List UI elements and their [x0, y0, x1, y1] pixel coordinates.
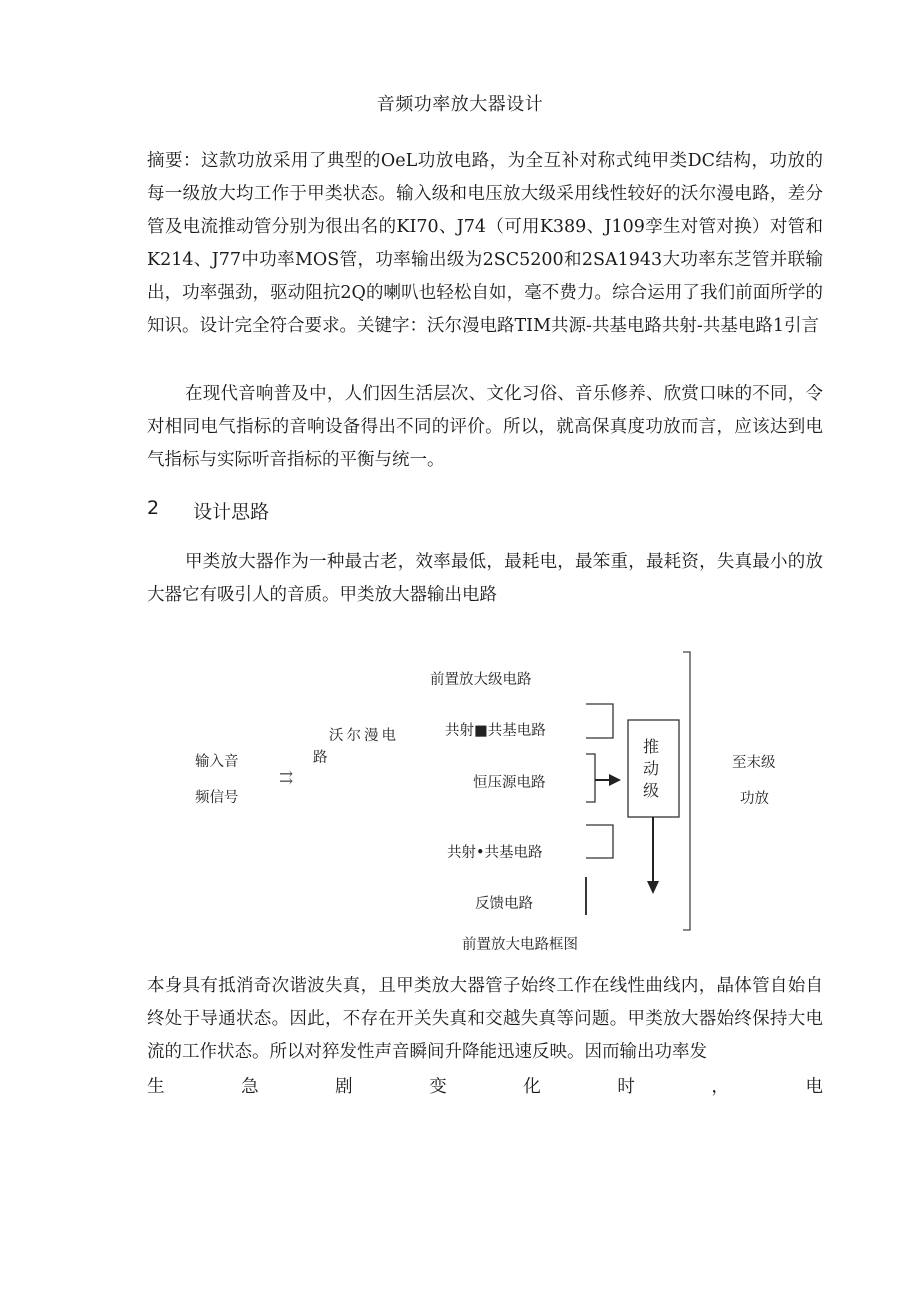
- document-title: 音频功率放大器设计: [376, 94, 544, 115]
- cascode-1-label: 共射■共基电路: [445, 723, 546, 739]
- intro-paragraph: 在现代音响普及中，人们因生活层次、文化习俗、音乐修养、欣赏口味的不同，令对相同电气指标的音响设备得出不同的评价。所以，就高保真度功放而言，应该达到电气指标与实际听音指标的平衡与统一。: [147, 384, 823, 470]
- last-line-char: ，: [711, 1077, 729, 1097]
- bracket-cascode-1: [586, 704, 613, 738]
- last-line-char: 急: [241, 1077, 259, 1097]
- block-diagram: [147, 640, 823, 960]
- section-paragraph: 甲类放大器作为一种最古老，效率最低，最耗电，最笨重，最耗资，失真最小的放大器它有吸引人的音质。甲类放大器输出电路: [147, 552, 823, 605]
- diagram-caption: 前置放大电路框图: [462, 937, 578, 953]
- last-line-char: 生: [147, 1077, 165, 1097]
- arrowhead-right: [609, 774, 621, 786]
- cascode-2-label: 共射•共基电路: [447, 845, 543, 861]
- output-label-line1: 至末级: [732, 755, 776, 771]
- section-number: 2: [147, 497, 160, 519]
- abstract-paragraph: 摘要：这款功放采用了典型的OeL功放电路，为全互补对称式纯甲类DC结构，功放的每一级放大均工作于甲类状态。输入级和电压放大级采用线性较好的沃尔漫电路，差分管及电流推动管分别为很出名的KI70、J74（可用K389、J109孪生对管对换）对管和K214、J77中功率MOS管，功率输出级为2SC5200和2SA1943大功率东芝管并联输出，功率强劲，驱动阻抗2Q的喇叭也轻松自如，毫不费力。综合运用了我们前面所学的知识。设计完全符合要求。关键字：沃尔漫电路TIM共源-共基电路共射-共基电路1引言: [147, 151, 823, 336]
- last-line-char: 电: [805, 1077, 823, 1097]
- constant-source-label: 恒压源电路: [473, 775, 546, 791]
- body-paragraph: 本身具有抵消奇次谐波失真，且甲类放大器管子始终工作在线性曲线内，晶体管自始自终处于导通状态。因此，不存在开关失真和交越失真等问题。甲类放大器始终保持大电流的工作状态。所以对猝发性声音瞬间升降能迅速反映。因而输出功率发: [147, 976, 823, 1062]
- preamp-label: 前置放大级电路: [430, 672, 532, 688]
- section-heading: [147, 497, 269, 524]
- arrowhead-down: [647, 881, 659, 894]
- output-bracket: [683, 652, 690, 930]
- last-line-char: 时: [617, 1077, 635, 1097]
- wolman-label-line1: 沃尔漫电: [329, 728, 399, 744]
- bracket-constant-source: [586, 754, 595, 802]
- driver-char-3: 级: [643, 781, 660, 800]
- input-label-line1: 输入音: [195, 754, 239, 770]
- output-label-line2: 功放: [740, 791, 769, 807]
- driver-char-1: 推: [643, 737, 660, 756]
- last-line-char: 变: [429, 1077, 447, 1097]
- last-line-char: 化: [523, 1077, 541, 1097]
- spread-last-line: [147, 1073, 823, 1098]
- bracket-cascode-2: [586, 825, 613, 858]
- input-label-line2: 频信号: [195, 790, 239, 806]
- feedback-label: 反馈电路: [475, 896, 533, 912]
- last-line-char: 剧: [335, 1077, 353, 1097]
- wolman-label-line2: 路: [313, 750, 328, 766]
- driver-char-2: 动: [643, 759, 660, 778]
- section-title: 设计思路: [193, 501, 270, 523]
- double-arrow-icon: ⇉: [279, 768, 294, 788]
